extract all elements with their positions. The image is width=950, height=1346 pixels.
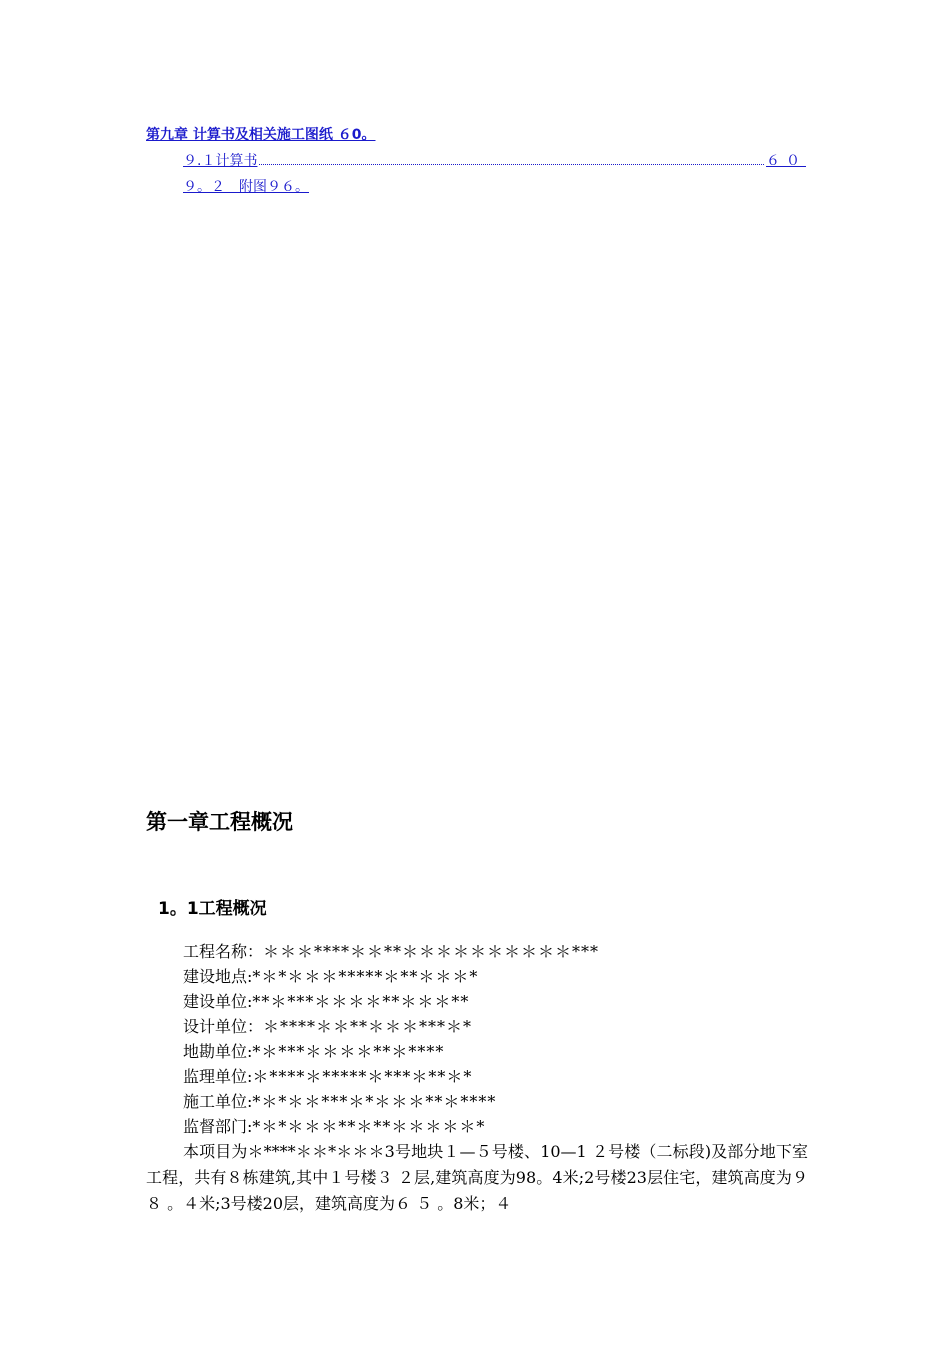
field-value: *＊*＊＊＊*****＊**＊＊＊* — [252, 967, 479, 986]
field-value: ＊****＊*****＊***＊**＊* — [252, 1067, 473, 1086]
table-of-contents — [146, 124, 806, 202]
field-label: 施工单位: — [183, 1092, 253, 1111]
field-label: 监督部门: — [183, 1117, 253, 1136]
field-value: ＊＊＊****＊＊**＊＊＊＊＊＊＊＊＊＊*** — [263, 942, 600, 961]
field-value: *＊*＊＊＊**＊**＊＊＊＊＊* — [252, 1117, 486, 1136]
field-label: 监理单位: — [183, 1067, 253, 1086]
toc-chapter-9-link[interactable]: 第九章 计算书及相关施工图纸 ６0。 — [146, 127, 376, 143]
toc-item-9-2-link[interactable]: ９。２ 附图９６。 — [183, 179, 309, 195]
field-designer — [183, 1014, 599, 1039]
field-contractor — [183, 1089, 599, 1114]
project-description-paragraph: 本项目为＊****＊＊*＊＊＊3号地块１—５号楼、10—1 ２号楼（二标段)及部分地下室工程，共有８栋建筑,其中１号楼３ ２层,建筑高度为98。4米;2号楼23层住宅，建筑高度为９８ 。４米;3号楼20层，建筑高度为６ ５ 。8米；４ — [146, 1142, 808, 1213]
field-value: ＊****＊＊**＊＊＊***＊* — [263, 1017, 473, 1036]
chapter-1-heading: 第一章工程概况 — [146, 810, 293, 834]
toc-item-9-1[interactable] — [146, 150, 806, 176]
field-value: *＊***＊＊＊＊**＊**** — [252, 1042, 445, 1061]
toc-item-9-1-label[interactable]: ９.１计算书 — [183, 153, 258, 169]
field-value: *＊*＊＊***＊*＊＊＊**＊**** — [252, 1092, 497, 1111]
field-survey — [183, 1039, 599, 1064]
field-supervisor — [183, 1064, 599, 1089]
field-label: 工程名称： — [183, 942, 264, 961]
field-client — [183, 989, 599, 1014]
project-info-list — [183, 939, 599, 1139]
toc-dot-leader — [259, 163, 764, 165]
toc-chapter-9[interactable] — [146, 124, 806, 150]
field-value: **＊***＊＊＊＊**＊＊＊** — [252, 992, 470, 1011]
field-label: 建设单位: — [183, 992, 253, 1011]
field-label: 地勘单位: — [183, 1042, 253, 1061]
toc-item-9-2[interactable] — [146, 176, 806, 202]
field-label: 设计单位： — [183, 1017, 264, 1036]
field-site-location — [183, 964, 599, 989]
field-label: 建设地点: — [183, 967, 253, 986]
field-oversight — [183, 1114, 599, 1139]
toc-item-9-1-page[interactable]: ６０ — [766, 153, 806, 169]
field-project-name — [183, 939, 599, 964]
section-1-1-heading: 1。1工程概况 — [158, 899, 267, 919]
